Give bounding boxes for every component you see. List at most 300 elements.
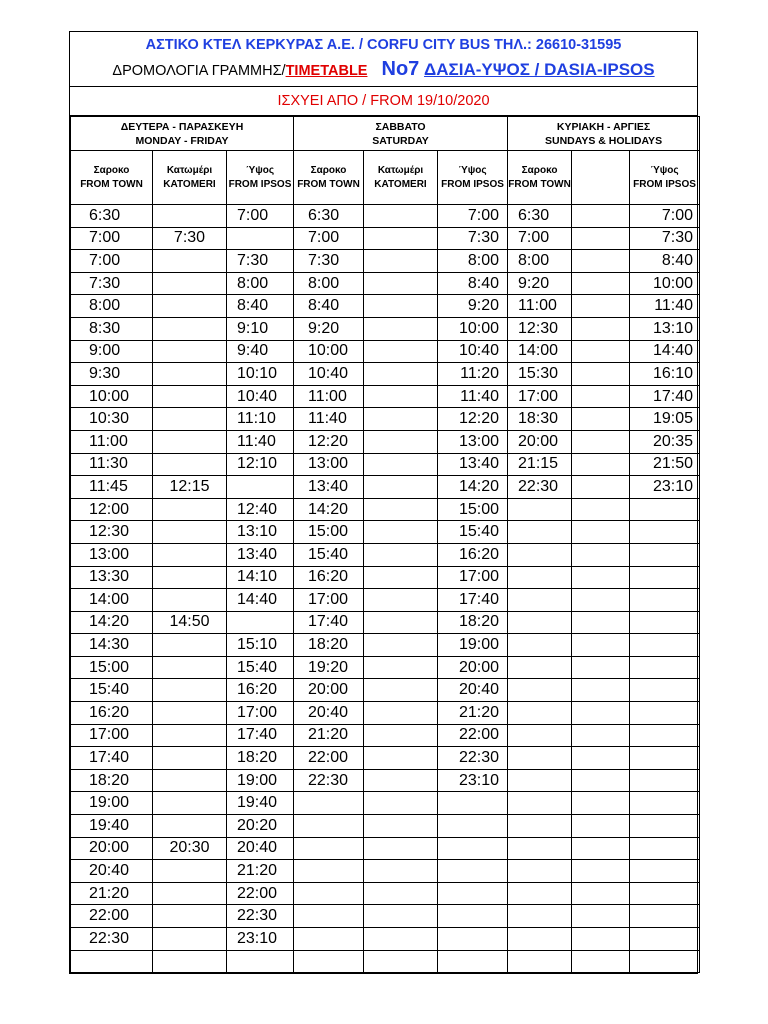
- time-cell-saturday: 9:20: [438, 295, 508, 318]
- table-row: [71, 227, 700, 250]
- time-cell-sunday: 7:00: [508, 227, 572, 250]
- column-header-gr: Σαροκο: [93, 164, 130, 176]
- day-header-row: [71, 117, 700, 151]
- day-en: SATURDAY: [372, 134, 429, 147]
- time-cell-weekday: 15:40: [227, 656, 294, 679]
- time-cell-weekday: [153, 634, 227, 657]
- column-header-saturday-0: [294, 151, 364, 205]
- time-cell-weekday: 11:45: [71, 476, 153, 499]
- time-cell-saturday: [294, 950, 364, 973]
- table-row: [71, 498, 700, 521]
- time-cell-weekday: 17:00: [227, 702, 294, 725]
- time-cell-sunday: [572, 769, 630, 792]
- time-cell-sunday: [572, 611, 630, 634]
- time-cell-sunday: [508, 724, 572, 747]
- column-header-gr: Σαροκο: [521, 164, 558, 176]
- table-row: [71, 724, 700, 747]
- table-row: [71, 928, 700, 951]
- valid-from: ΙΣΧΥΕΙ ΑΠΟ / FROM 19/10/2020: [70, 87, 697, 116]
- time-cell-sunday: [630, 656, 700, 679]
- time-cell-weekday: [153, 340, 227, 363]
- time-cell-sunday: 22:30: [508, 476, 572, 499]
- time-cell-weekday: 7:30: [227, 250, 294, 273]
- time-cell-saturday: [364, 747, 438, 770]
- time-cell-saturday: [294, 882, 364, 905]
- time-cell-weekday: 7:00: [71, 250, 153, 273]
- time-cell-weekday: 20:40: [227, 837, 294, 860]
- day-header-weekday: [71, 117, 294, 151]
- time-cell-saturday: 13:00: [438, 430, 508, 453]
- time-cell-sunday: [508, 928, 572, 951]
- time-cell-sunday: [572, 205, 630, 228]
- time-cell-saturday: [364, 521, 438, 544]
- time-cell-saturday: [364, 430, 438, 453]
- time-cell-weekday: 14:30: [71, 634, 153, 657]
- time-cell-weekday: 12:15: [153, 476, 227, 499]
- time-cell-weekday: [153, 769, 227, 792]
- time-cell-weekday: 10:00: [71, 385, 153, 408]
- time-cell-weekday: [153, 679, 227, 702]
- column-header-en: FROM IPSOS: [228, 178, 292, 190]
- time-cell-weekday: [153, 385, 227, 408]
- column-header-gr: Ύψος: [245, 164, 275, 176]
- time-cell-sunday: [630, 837, 700, 860]
- time-cell-sunday: [630, 543, 700, 566]
- time-cell-sunday: [630, 747, 700, 770]
- time-cell-sunday: [630, 679, 700, 702]
- route-line: [70, 55, 697, 83]
- time-cell-saturday: [364, 928, 438, 951]
- time-cell-weekday: 13:30: [71, 566, 153, 589]
- time-cell-weekday: [153, 747, 227, 770]
- time-cell-weekday: [153, 205, 227, 228]
- time-cell-weekday: [71, 950, 153, 973]
- time-cell-weekday: 19:40: [227, 792, 294, 815]
- time-cell-sunday: 17:40: [630, 385, 700, 408]
- time-cell-weekday: 17:40: [227, 724, 294, 747]
- time-cell-saturday: 13:00: [294, 453, 364, 476]
- time-cell-sunday: [572, 792, 630, 815]
- time-cell-sunday: [572, 679, 630, 702]
- time-cell-saturday: [364, 589, 438, 612]
- time-cell-saturday: [294, 905, 364, 928]
- time-cell-sunday: 9:20: [508, 272, 572, 295]
- time-cell-sunday: 12:30: [508, 317, 572, 340]
- table-row: [71, 589, 700, 612]
- time-cell-sunday: 23:10: [630, 476, 700, 499]
- time-cell-weekday: 23:10: [227, 928, 294, 951]
- time-cell-sunday: [630, 521, 700, 544]
- time-cell-saturday: 15:00: [294, 521, 364, 544]
- time-cell-saturday: [438, 860, 508, 883]
- time-cell-sunday: 6:30: [508, 205, 572, 228]
- time-cell-saturday: 7:30: [438, 227, 508, 250]
- title-block: [70, 32, 697, 87]
- time-cell-sunday: [572, 882, 630, 905]
- time-cell-weekday: [153, 498, 227, 521]
- time-cell-saturday: 6:30: [294, 205, 364, 228]
- time-cell-weekday: 9:40: [227, 340, 294, 363]
- time-cell-weekday: 11:30: [71, 453, 153, 476]
- table-row: [71, 634, 700, 657]
- time-cell-sunday: [630, 815, 700, 838]
- time-cell-saturday: 11:40: [294, 408, 364, 431]
- day-gr: ΚΥΡΙΑΚΗ - ΑΡΓΙΕΣ: [556, 120, 651, 133]
- time-cell-saturday: [438, 882, 508, 905]
- time-cell-saturday: 11:40: [438, 385, 508, 408]
- time-cell-sunday: [630, 566, 700, 589]
- time-cell-saturday: [364, 679, 438, 702]
- time-cell-weekday: 11:40: [227, 430, 294, 453]
- table-row: [71, 679, 700, 702]
- table-row: [71, 317, 700, 340]
- column-header-gr: Σαροκο: [310, 164, 347, 176]
- time-cell-saturday: 22:30: [294, 769, 364, 792]
- column-header-en: KATOMERI: [374, 178, 427, 190]
- time-cell-sunday: [630, 905, 700, 928]
- time-cell-weekday: [153, 905, 227, 928]
- time-cell-weekday: [227, 476, 294, 499]
- day-header-sunday: [508, 117, 700, 151]
- column-header-en: FROM IPSOS: [633, 178, 696, 190]
- column-header-sunday-2: [630, 151, 700, 205]
- time-cell-saturday: [364, 543, 438, 566]
- time-cell-weekday: 12:10: [227, 453, 294, 476]
- time-cell-sunday: 7:30: [630, 227, 700, 250]
- time-cell-saturday: [294, 928, 364, 951]
- time-cell-sunday: 8:00: [508, 250, 572, 273]
- table-row: [71, 837, 700, 860]
- time-cell-weekday: 18:20: [71, 769, 153, 792]
- table-row: [71, 340, 700, 363]
- time-cell-saturday: 20:40: [294, 702, 364, 725]
- time-cell-sunday: [630, 702, 700, 725]
- time-cell-weekday: 17:00: [71, 724, 153, 747]
- time-cell-sunday: [572, 860, 630, 883]
- time-cell-saturday: [364, 476, 438, 499]
- time-cell-sunday: [630, 634, 700, 657]
- time-cell-sunday: [508, 747, 572, 770]
- time-cell-saturday: 20:00: [438, 656, 508, 679]
- time-cell-weekday: 8:00: [71, 295, 153, 318]
- time-cell-saturday: 7:00: [438, 205, 508, 228]
- time-cell-saturday: 8:00: [294, 272, 364, 295]
- time-cell-saturday: 11:20: [438, 363, 508, 386]
- column-header-en: KATOMERI: [163, 178, 216, 190]
- time-cell-weekday: 9:30: [71, 363, 153, 386]
- time-cell-sunday: [630, 792, 700, 815]
- time-cell-sunday: [508, 498, 572, 521]
- time-cell-sunday: [508, 589, 572, 612]
- time-cell-weekday: 16:20: [71, 702, 153, 725]
- time-cell-sunday: 20:00: [508, 430, 572, 453]
- time-cell-saturday: [438, 792, 508, 815]
- time-cell-saturday: 8:00: [438, 250, 508, 273]
- time-cell-saturday: [364, 702, 438, 725]
- time-cell-saturday: [364, 611, 438, 634]
- time-cell-sunday: 15:30: [508, 363, 572, 386]
- time-cell-saturday: 21:20: [294, 724, 364, 747]
- time-cell-weekday: 10:40: [227, 385, 294, 408]
- time-cell-saturday: [364, 882, 438, 905]
- table-row: [71, 702, 700, 725]
- time-cell-weekday: 20:20: [227, 815, 294, 838]
- column-header-gr: Ύψος: [458, 164, 487, 176]
- time-cell-sunday: 19:05: [630, 408, 700, 431]
- time-cell-sunday: [572, 340, 630, 363]
- time-cell-saturday: 9:20: [294, 317, 364, 340]
- time-cell-saturday: [364, 860, 438, 883]
- time-cell-weekday: 18:20: [227, 747, 294, 770]
- time-cell-saturday: 19:20: [294, 656, 364, 679]
- time-cell-saturday: [294, 837, 364, 860]
- time-cell-weekday: 12:00: [71, 498, 153, 521]
- time-cell-weekday: 11:00: [71, 430, 153, 453]
- time-cell-sunday: [508, 543, 572, 566]
- column-header-weekday-1: [153, 151, 227, 205]
- table-row: [71, 950, 700, 973]
- time-cell-sunday: [572, 408, 630, 431]
- time-cell-weekday: 15:10: [227, 634, 294, 657]
- table-row: [71, 476, 700, 499]
- time-cell-sunday: [508, 679, 572, 702]
- time-cell-weekday: [153, 928, 227, 951]
- time-cell-weekday: [153, 250, 227, 273]
- time-cell-weekday: [153, 589, 227, 612]
- time-cell-sunday: [572, 837, 630, 860]
- time-cell-sunday: [508, 792, 572, 815]
- time-cell-saturday: 22:30: [438, 747, 508, 770]
- time-cell-weekday: 22:30: [71, 928, 153, 951]
- time-cell-sunday: 10:00: [630, 272, 700, 295]
- time-cell-saturday: [364, 656, 438, 679]
- schedule-body: [71, 205, 700, 973]
- column-header-en: FROM TOWN: [297, 178, 360, 190]
- time-cell-sunday: [508, 837, 572, 860]
- time-cell-weekday: 14:10: [227, 566, 294, 589]
- time-cell-weekday: [153, 566, 227, 589]
- time-cell-saturday: 20:00: [294, 679, 364, 702]
- time-cell-sunday: [572, 317, 630, 340]
- timetable-label: TIMETABLE: [285, 63, 368, 79]
- time-cell-saturday: 22:00: [294, 747, 364, 770]
- time-cell-sunday: [630, 882, 700, 905]
- time-cell-saturday: 10:00: [294, 340, 364, 363]
- time-cell-saturday: 15:40: [294, 543, 364, 566]
- column-header-sunday-1: [572, 151, 630, 205]
- time-cell-sunday: [630, 498, 700, 521]
- route-prefix: ΔΡΟΜΟΛΟΓΙΑ ΓΡΑΜΜΗΣ/: [112, 63, 286, 79]
- table-row: [71, 792, 700, 815]
- time-cell-saturday: [364, 272, 438, 295]
- time-cell-saturday: [364, 453, 438, 476]
- time-cell-sunday: 7:00: [630, 205, 700, 228]
- column-header-weekday-2: [227, 151, 294, 205]
- time-cell-sunday: [572, 928, 630, 951]
- time-cell-sunday: [630, 724, 700, 747]
- time-cell-sunday: [630, 950, 700, 973]
- column-header-en: FROM IPSOS: [441, 178, 504, 190]
- time-cell-weekday: [153, 656, 227, 679]
- day-gr: ΣΑΒΒΑΤΟ: [375, 120, 426, 133]
- time-cell-weekday: [153, 408, 227, 431]
- time-cell-weekday: 15:40: [71, 679, 153, 702]
- table-row: [71, 363, 700, 386]
- time-cell-saturday: [364, 769, 438, 792]
- table-row: [71, 747, 700, 770]
- time-cell-weekday: 22:00: [71, 905, 153, 928]
- time-cell-weekday: 22:00: [227, 882, 294, 905]
- time-cell-saturday: 21:20: [438, 702, 508, 725]
- time-cell-saturday: 17:00: [294, 589, 364, 612]
- time-cell-sunday: [508, 860, 572, 883]
- time-cell-sunday: [572, 724, 630, 747]
- time-cell-sunday: [572, 589, 630, 612]
- table-row: [71, 543, 700, 566]
- time-cell-sunday: [572, 950, 630, 973]
- time-cell-weekday: [227, 611, 294, 634]
- company-line: ΑΣΤΙΚΟ ΚΤΕΛ ΚΕΡΚΥΡΑΣ Α.Ε. / CORFU CITY BUS ΤΗΛ.: 26610-31595: [145, 37, 622, 53]
- time-cell-saturday: 20:40: [438, 679, 508, 702]
- time-cell-sunday: 11:00: [508, 295, 572, 318]
- table-row: [71, 250, 700, 273]
- time-cell-weekday: 7:00: [227, 205, 294, 228]
- time-cell-weekday: 9:00: [71, 340, 153, 363]
- time-cell-sunday: 17:00: [508, 385, 572, 408]
- time-cell-sunday: [508, 905, 572, 928]
- time-cell-saturday: 14:20: [294, 498, 364, 521]
- time-cell-saturday: 8:40: [438, 272, 508, 295]
- time-cell-saturday: 15:40: [438, 521, 508, 544]
- time-cell-weekday: [153, 363, 227, 386]
- time-cell-saturday: [364, 566, 438, 589]
- time-cell-weekday: 19:40: [71, 815, 153, 838]
- time-cell-saturday: [364, 363, 438, 386]
- time-cell-saturday: [364, 340, 438, 363]
- time-cell-sunday: [572, 295, 630, 318]
- time-cell-sunday: 11:40: [630, 295, 700, 318]
- column-header-en: FROM TOWN: [80, 178, 143, 190]
- time-cell-weekday: [153, 950, 227, 973]
- time-cell-saturday: [364, 295, 438, 318]
- time-cell-weekday: 17:40: [71, 747, 153, 770]
- time-cell-saturday: 11:00: [294, 385, 364, 408]
- time-cell-saturday: [364, 498, 438, 521]
- time-cell-weekday: 6:30: [71, 205, 153, 228]
- column-header-gr: Κατωμέρι: [377, 164, 424, 176]
- time-cell-weekday: [153, 882, 227, 905]
- time-cell-sunday: [508, 882, 572, 905]
- time-cell-saturday: 12:20: [438, 408, 508, 431]
- table-row: [71, 205, 700, 228]
- time-cell-weekday: 14:50: [153, 611, 227, 634]
- time-cell-saturday: 13:40: [438, 453, 508, 476]
- time-cell-sunday: [630, 860, 700, 883]
- time-cell-saturday: [294, 815, 364, 838]
- table-row: [71, 882, 700, 905]
- table-row: [71, 860, 700, 883]
- time-cell-saturday: [364, 408, 438, 431]
- time-cell-weekday: 16:20: [227, 679, 294, 702]
- table-row: [71, 769, 700, 792]
- time-cell-weekday: 11:10: [227, 408, 294, 431]
- time-cell-saturday: [364, 385, 438, 408]
- time-cell-sunday: [508, 769, 572, 792]
- time-cell-saturday: 13:40: [294, 476, 364, 499]
- schedule-table: [70, 116, 700, 973]
- time-cell-weekday: [153, 521, 227, 544]
- time-cell-saturday: [438, 905, 508, 928]
- time-cell-weekday: [153, 430, 227, 453]
- timetable-sheet: [69, 31, 698, 974]
- time-cell-saturday: 17:00: [438, 566, 508, 589]
- time-cell-sunday: 14:00: [508, 340, 572, 363]
- time-cell-saturday: [438, 928, 508, 951]
- table-row: [71, 453, 700, 476]
- route-number: No7: [381, 58, 420, 80]
- column-header-saturday-2: [438, 151, 508, 205]
- time-cell-weekday: [227, 227, 294, 250]
- time-cell-saturday: [364, 950, 438, 973]
- time-cell-saturday: 23:10: [438, 769, 508, 792]
- column-header-weekday-0: [71, 151, 153, 205]
- time-cell-saturday: 16:20: [294, 566, 364, 589]
- time-cell-sunday: [572, 272, 630, 295]
- table-row: [71, 611, 700, 634]
- table-row: [71, 408, 700, 431]
- time-cell-sunday: [630, 589, 700, 612]
- time-cell-weekday: 8:30: [71, 317, 153, 340]
- time-cell-sunday: [572, 363, 630, 386]
- time-cell-sunday: [508, 702, 572, 725]
- time-cell-sunday: [572, 227, 630, 250]
- day-en: MONDAY - FRIDAY: [135, 134, 229, 147]
- time-cell-saturday: 8:40: [294, 295, 364, 318]
- time-cell-sunday: [572, 453, 630, 476]
- time-cell-sunday: [630, 611, 700, 634]
- table-row: [71, 656, 700, 679]
- time-cell-saturday: [364, 250, 438, 273]
- time-cell-weekday: 14:40: [227, 589, 294, 612]
- time-cell-weekday: 21:20: [227, 860, 294, 883]
- time-cell-weekday: 7:00: [71, 227, 153, 250]
- time-cell-saturday: [294, 860, 364, 883]
- time-cell-weekday: [153, 860, 227, 883]
- column-header-sunday-0: [508, 151, 572, 205]
- time-cell-saturday: [438, 815, 508, 838]
- time-cell-weekday: [227, 950, 294, 973]
- time-cell-weekday: 22:30: [227, 905, 294, 928]
- time-cell-sunday: [508, 611, 572, 634]
- route-title: [382, 60, 655, 79]
- time-cell-weekday: 13:40: [227, 543, 294, 566]
- time-cell-saturday: 19:00: [438, 634, 508, 657]
- time-cell-saturday: 10:00: [438, 317, 508, 340]
- time-cell-sunday: [572, 385, 630, 408]
- time-cell-weekday: [153, 724, 227, 747]
- time-cell-weekday: [153, 792, 227, 815]
- time-cell-sunday: [572, 815, 630, 838]
- time-cell-saturday: [438, 837, 508, 860]
- time-cell-saturday: 17:40: [438, 589, 508, 612]
- time-cell-weekday: [153, 543, 227, 566]
- time-cell-sunday: [572, 566, 630, 589]
- time-cell-weekday: 20:30: [153, 837, 227, 860]
- time-cell-sunday: [630, 928, 700, 951]
- time-cell-saturday: 22:00: [438, 724, 508, 747]
- time-cell-sunday: 21:50: [630, 453, 700, 476]
- time-cell-sunday: [508, 815, 572, 838]
